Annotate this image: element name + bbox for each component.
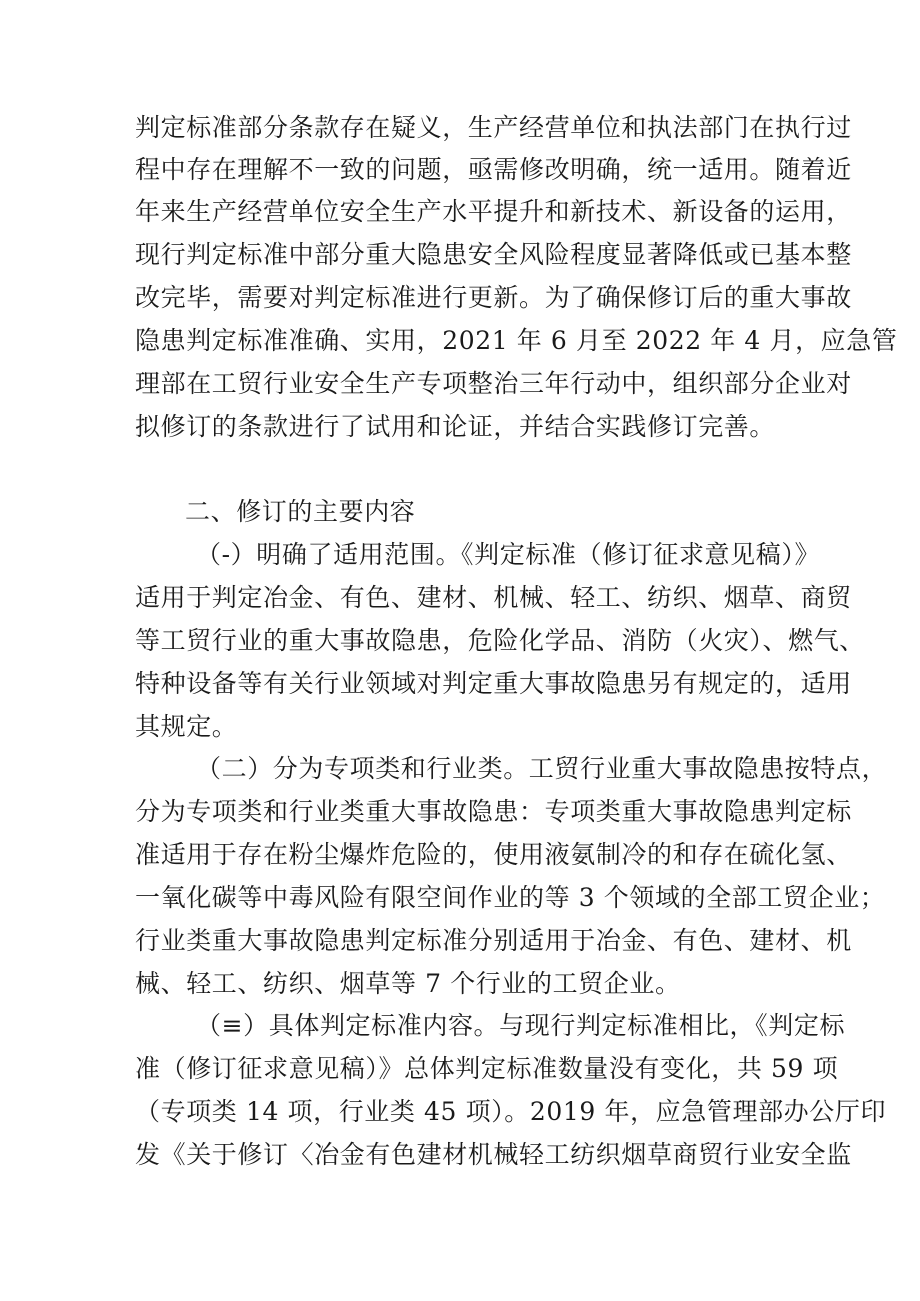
text-line: 理部在工贸行业安全生产专项整治三年行动中，组织部分企业对 xyxy=(135,369,852,398)
text-line: 其规定。 xyxy=(135,712,238,741)
text-line: （≡）具体判定标准内容。与现行判定标准相比，《判定标 xyxy=(196,1011,846,1040)
text-line: 发《关于修订〈冶金有色建材机械轻工纺织烟草商贸行业安全监 xyxy=(135,1140,852,1169)
text-line: 行业类重大事故隐患判定标准分别适用于冶金、有色、建材、机 xyxy=(135,926,852,955)
text-line: 隐患判定标准准确、实用，2021 年 6 月至 2022 年 4 月，应急管 xyxy=(135,326,898,355)
text-line: 等工贸行业的重大事故隐患，危险化学品、消防（火灾）、燃气、 xyxy=(135,626,865,655)
text-line: 特种设备等有关行业领域对判定重大事故隐患另有规定的，适用 xyxy=(135,669,852,698)
section-heading: 二、修订的主要内容 xyxy=(185,497,416,526)
text-line: 现行判定标准中部分重大隐患安全风险程度显著降低或已基本整 xyxy=(135,240,852,269)
text-line: 改完毕，需要对判定标准进行更新。为了确保修订后的重大事故 xyxy=(135,283,852,312)
text-line: 程中存在理解不一致的问题，亟需修改明确，统一适用。随着近 xyxy=(135,155,852,184)
text-line: 拟修订的条款进行了试用和论证，并结合实践修订完善。 xyxy=(135,412,776,441)
text-line: 械、轻工、纺织、烟草等 7 个行业的工贸企业。 xyxy=(135,969,681,998)
text-line: 一氧化碳等中毒风险有限空间作业的等 3 个领域的全部工贸企业； xyxy=(135,883,886,912)
text-line: （-）明确了适用范围。《判定标准（修订征求意见稿）》 xyxy=(196,540,821,569)
text-line: 适用于判定冶金、有色、建材、机械、轻工、纺织、烟草、商贸 xyxy=(135,583,852,612)
text-line: 准（修订征求意见稿）》总体判定标准数量没有变化，共 59 项 xyxy=(135,1054,839,1083)
text-line: （二）分为专项类和行业类。工贸行业重大事故隐患按特点， xyxy=(196,754,888,783)
text-line: 分为专项类和行业类重大事故隐患：专项类重大事故隐患判定标 xyxy=(135,797,852,826)
text-line: 准适用于存在粉尘爆炸危险的，使用液氨制冷的和存在硫化氢、 xyxy=(135,840,852,869)
text-line: 判定标准部分条款存在疑义，生产经营单位和执法部门在执行过 xyxy=(135,113,852,142)
text-line: （专项类 14 项，行业类 45 项）。2019 年，应急管理部办公厅印 xyxy=(135,1097,887,1126)
text-line: 年来生产经营单位安全生产水平提升和新技术、新设备的运用， xyxy=(135,197,852,226)
